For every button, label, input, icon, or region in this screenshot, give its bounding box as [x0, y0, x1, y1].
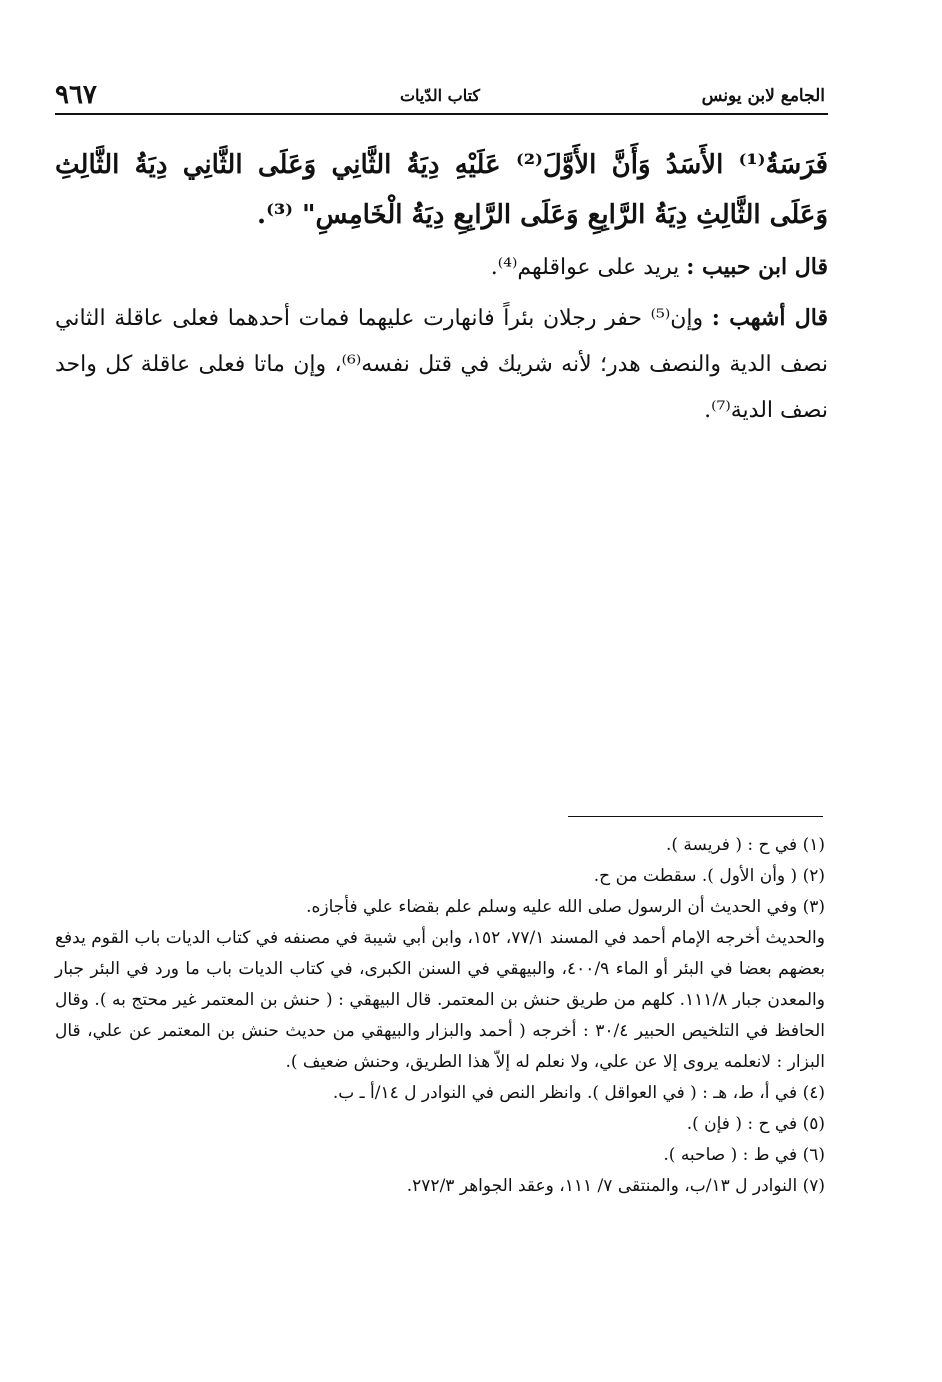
footnote-3: (٣) وفي الحديث أن الرسول صلى الله عليه وسلم علم بقضاء علي فأجازه.: [306, 897, 825, 917]
footnote-separator: [568, 816, 823, 817]
speaker-label: قال ابن حبيب :: [686, 254, 828, 280]
chapter-title: كتاب الدّيات: [399, 86, 481, 105]
footnotes: [55, 830, 825, 1202]
header-rule: [55, 113, 828, 115]
page-header: [55, 82, 825, 112]
footnote-4: (٤) في أ، ط، هـ : ( في العواقل ). وانظر النص في النوادر ل ١٤/أ ـ ب.: [332, 1083, 825, 1103]
running-title: الجامع لابن يونس: [701, 86, 825, 106]
footnote-1: (١) في ح : ( فريسة ).: [665, 835, 825, 855]
footnote-3-continuation: والحديث أخرجه الإمام أحمد في المسند ٧٧/١، ١٥٢، وابن أبي شيبة في مصنفه في كتاب الديات باب القوم يدفع بعضهم بعضا في البئر أو الماء ٤٠٠/٩، والبيهقي في السنن الكبرى، في كتاب الديات باب ما ورد في البئر جبار والمعدن جبار ١١١/٨. كلهم من طريق حنش بن المعتمر. قال البيهقي : ( حنش بن المعتمر غير محتج به ). وقال الحافظ في التلخيص الحبير ٣٠/٤ : أخرجه ( أحمد والبزار والبيهقي من حديث حنش بن المعتمر عن علي، قال البزار : لانعلمه يروى إلا عن علي، ولا نعلم له إلاّ هذا الطريق، وحنش ضعيف ).: [55, 928, 826, 1072]
main-text: [55, 140, 828, 434]
footnote-7: (٧) النوادر ل ١٣/ب، والمنتقى ٧/ ١١١، وعقد الجواهر ٢٧٢/٣.: [406, 1176, 825, 1196]
footnote-6: (٦) في ط : ( صاحبه ).: [663, 1145, 825, 1165]
footnote-5: (٥) في ح : ( فإن ).: [686, 1114, 825, 1134]
speaker-label: قال أشهب :: [711, 305, 828, 331]
paragraph-ashhab: [55, 295, 828, 434]
paragraph-text: وإن⁽⁵⁾ حفر رجلان بئراً فانهارت عليهما فمات أحدهما فعلى عاقلة الثاني نصف الدية والنصف هدر؛ لأنه شريك في قتل نفسه⁽⁶⁾، وإن ماتا فعلى عاقلة كل واحد نصف الدية⁽⁷⁾.: [55, 306, 828, 423]
verse-text: فَرَسَةُ⁽¹⁾ الأَسَدُ وَأَنَّ الأَوَّلَ⁽²⁾ عَلَيْهِ دِيَةُ الثَّانِي وَعَلَى الثَّانِي دِيَةُ الثَّالِثِ وَعَلَى الثَّالِثِ دِيَةُ الرَّابِعِ وَعَلَى الرَّابِعِ دِيَةُ الْخَامِسِ" ⁽³⁾.: [55, 150, 829, 230]
page-number: ٩٦٧: [55, 80, 97, 110]
paragraph-ibn-habib: [55, 244, 828, 291]
footnote-2: (٢) ( وأن الأول ). سقطت من ح.: [593, 866, 825, 886]
paragraph-text: يريد على عواقلهم⁽⁴⁾.: [490, 255, 680, 280]
